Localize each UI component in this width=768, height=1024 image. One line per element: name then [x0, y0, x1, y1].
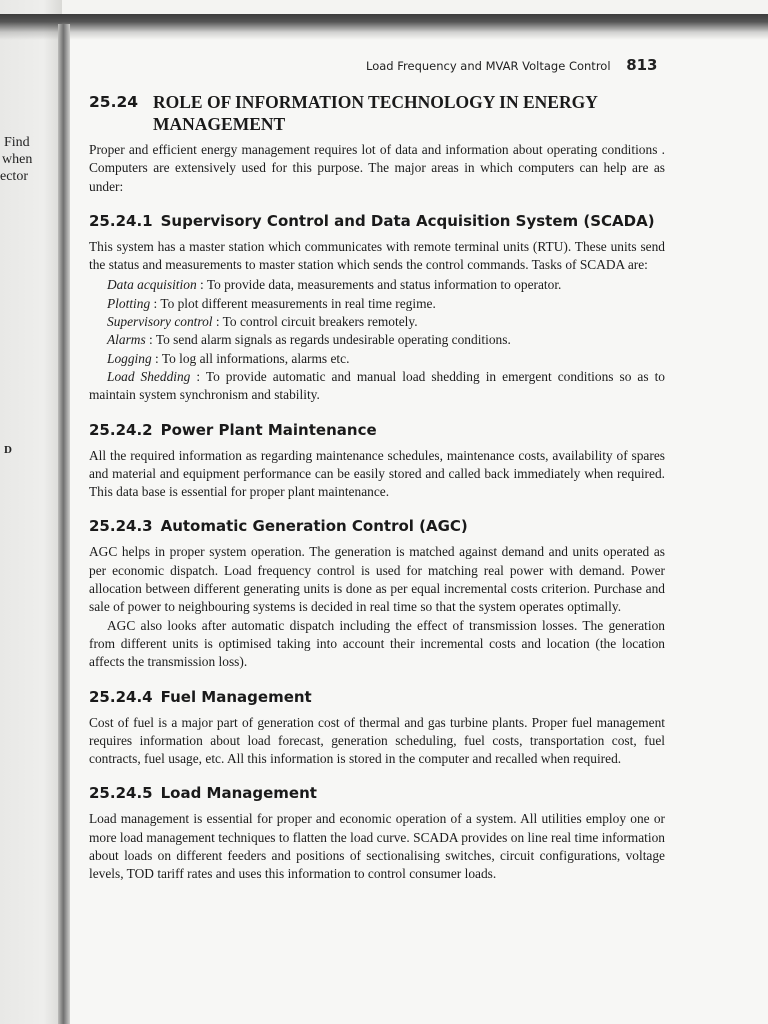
section-title: Automatic Generation Control (AGC): [160, 517, 468, 536]
intro-paragraph: Proper and efficient energy management requires lot of data and information about operating conditions . Computers are extensively used for this purpose. The major areas in which computers can help are as under:: [89, 142, 665, 194]
task-description: : To log all informations, alarms etc.: [151, 350, 350, 366]
previous-page-text-line: ector: [0, 169, 28, 184]
section-power-plant-maintenance: [89, 419, 665, 502]
previous-page-text-line: Find: [4, 135, 30, 150]
main-heading-number: 25.24: [89, 93, 139, 111]
section-paragraph: All the required information as regarding maintenance schedules, maintenance costs, availability of spares and material and equipment performance can be easily stored and called back immediately when required. This data base is essential for proper plant maintenance.: [89, 447, 665, 500]
section-heading: [89, 782, 665, 804]
scan-shadow: [0, 14, 768, 40]
scada-task: [89, 295, 665, 313]
scada-task: [89, 350, 665, 368]
section-heading: [89, 686, 665, 708]
running-title: Load Frequency and MVAR Voltage Control: [366, 59, 611, 73]
main-heading-title: [153, 91, 598, 135]
task-term: Alarms: [107, 332, 146, 348]
scada-task-list: [89, 276, 665, 404]
main-heading-line: ROLE OF INFORMATION TECHNOLOGY IN ENERGY: [153, 92, 598, 112]
task-term: Load Shedding: [107, 368, 191, 384]
section-paragraph: Load management is essential for proper and economic operation of a system. All utilities employ one or more load management techniques to flatten the load curve. SCADA provides on line real time information about loads on different feeders and positions of sectionalising switches, circuit configurations, voltage levels, TOD tariff rates and uses this information to control consumer loads.: [89, 811, 665, 882]
section-paragraph: AGC helps in proper system operation. The generation is matched against demand and units operated as per economic dispatch. Load frequency control is used for matching real power with demand. Power allocation between different generating units is done as per equal incremental costs criterion. Purchase and sale of power to neighbouring systems is decided in real time so that the system operates optimally.: [89, 544, 665, 615]
page-number: 813: [626, 56, 658, 74]
task-description: : To send alarm signals as regards undesirable operating conditions.: [145, 332, 511, 348]
section-load-management: [89, 782, 665, 883]
task-description: : To plot different measurements in real time regime.: [150, 295, 436, 311]
section-heading: [89, 210, 665, 232]
section-paragraph: This system has a master station which communicates with remote terminal units (RTU). These units send the status and measurements to master station which sends the control commands. Tasks of SCADA are:: [89, 238, 665, 273]
scada-task: [89, 276, 665, 294]
section-paragraph: AGC also looks after automatic dispatch including the effect of transmission losses. The generation from different units is optimised taking into account their incremental costs and location (the location affects the transmission loss).: [89, 617, 665, 670]
task-description: : To control circuit breakers remotely.: [212, 314, 418, 330]
section-number: 25.24.3: [89, 517, 153, 536]
previous-page-text-line: when: [2, 152, 33, 167]
previous-page-letter: D: [4, 444, 12, 456]
section-paragraph: Cost of fuel is a major part of generation cost of thermal and gas turbine plants. Proper fuel management requires information about load forecast, generation scheduling, fuel costs, transportation cost, fuel contracts, fuel usage, etc. All this information is stored in the computer and recalled when required.: [89, 714, 665, 767]
section-title: Supervisory Control and Data Acquisition System (SCADA): [160, 211, 655, 230]
main-heading-line: MANAGEMENT: [153, 114, 286, 134]
task-description: : To provide data, measurements and status information to operator.: [196, 277, 562, 293]
section-scada: [89, 210, 665, 405]
scada-task: [89, 331, 665, 349]
section-number: 25.24.2: [89, 420, 153, 439]
section-agc: [89, 515, 665, 671]
scada-task: [89, 313, 665, 331]
section-heading: [89, 419, 665, 441]
task-term: Logging: [107, 350, 152, 366]
running-header: [366, 56, 666, 74]
section-number: 25.24.4: [89, 687, 153, 706]
section-number: 25.24.5: [89, 784, 153, 803]
task-term: Supervisory control: [107, 314, 213, 330]
section-title: Fuel Management: [160, 687, 312, 706]
page-content: [89, 91, 665, 884]
task-description: : To provide automatic and manual load shedding in emergent conditions so as to maintain system synchronism and stability.: [89, 368, 665, 403]
scada-task: [89, 368, 665, 405]
section-fuel-management: [89, 686, 665, 769]
task-term: Plotting: [107, 295, 151, 311]
book-spine: [58, 24, 70, 1024]
section-title: Load Management: [160, 784, 317, 803]
previous-page-margin-text: [0, 134, 40, 185]
section-number: 25.24.1: [89, 211, 153, 230]
task-term: Data acquisition: [107, 277, 197, 293]
section-title: Power Plant Maintenance: [160, 420, 377, 439]
main-heading: [89, 91, 665, 135]
section-heading: [89, 515, 665, 537]
